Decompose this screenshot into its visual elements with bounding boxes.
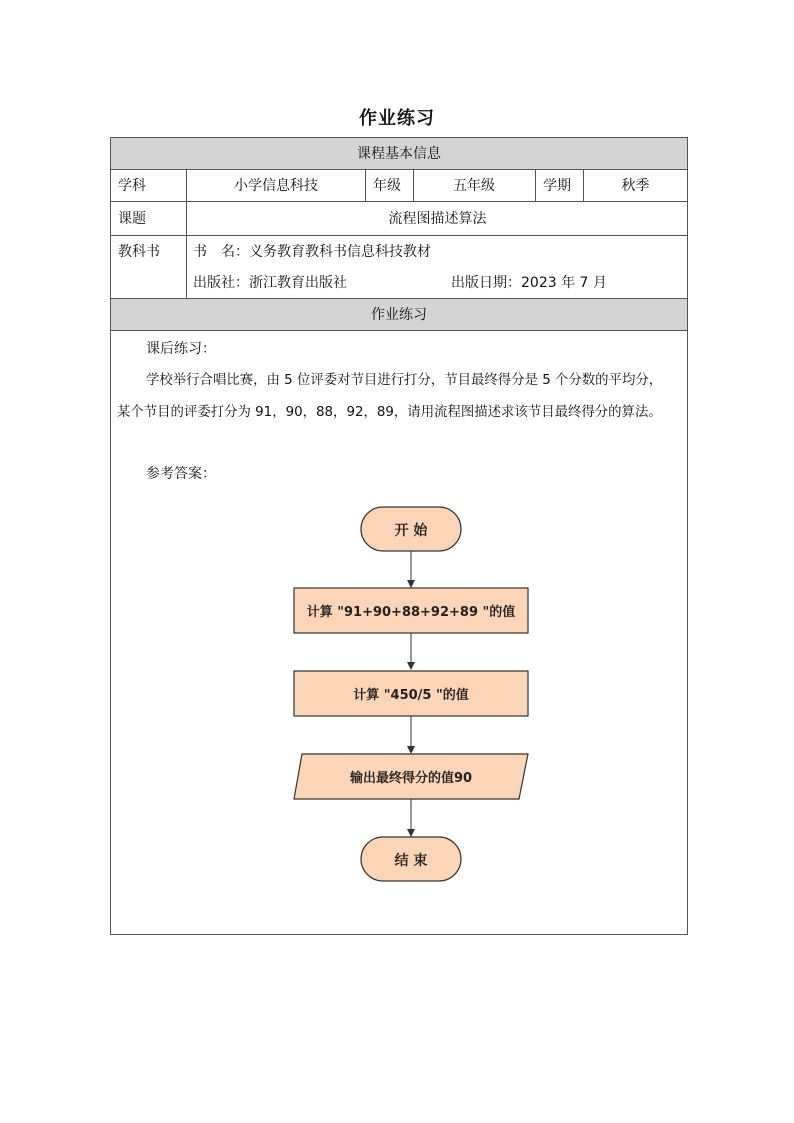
section-header-homework: 作业练习 — [110, 298, 688, 330]
output-step-label: 输出最终得分的值90 — [349, 771, 473, 786]
start-label: 开 始 — [394, 523, 428, 539]
topic-value: 流程图描述算法 — [388, 211, 487, 227]
page-title: 作业练习 — [359, 108, 435, 129]
question-line-1: 学校举行合唱比赛，由 5 位评委对节目进行打分，节目最终得分是 5 个分数的平均分， — [146, 373, 663, 388]
book-name: 书 名：义务教育教科书信息科技教材 — [193, 244, 431, 260]
process-step-sum-label: 计算 "91+90+88+92+89 "的值 — [306, 605, 516, 620]
grade-value: 五年级 — [453, 178, 495, 194]
publish-date: 出版日期：2023 年 7 月 — [451, 275, 607, 291]
subject-value: 小学信息科技 — [234, 178, 318, 194]
textbook-label: 教科书 — [118, 244, 160, 260]
process-step-average-label: 计算 "450/5 "的值 — [353, 688, 469, 703]
end-label: 结 束 — [394, 853, 428, 869]
term-label: 学期 — [543, 178, 571, 194]
section-header-basic-info: 课程基本信息 — [110, 137, 688, 169]
question-line-2: 某个节目的评委打分为 91，90，88，92，89，请用流程图描述求该节目最终得分的算法。 — [117, 405, 662, 420]
topic-label: 课题 — [118, 211, 146, 227]
subject-label: 学科 — [118, 178, 146, 194]
grade-label: 年级 — [373, 178, 401, 194]
publisher: 出版社：浙江教育出版社 — [193, 275, 347, 291]
term-value: 秋季 — [621, 178, 650, 194]
answer-label: 参考答案： — [146, 466, 216, 482]
exercise-label: 课后练习： — [146, 341, 216, 357]
